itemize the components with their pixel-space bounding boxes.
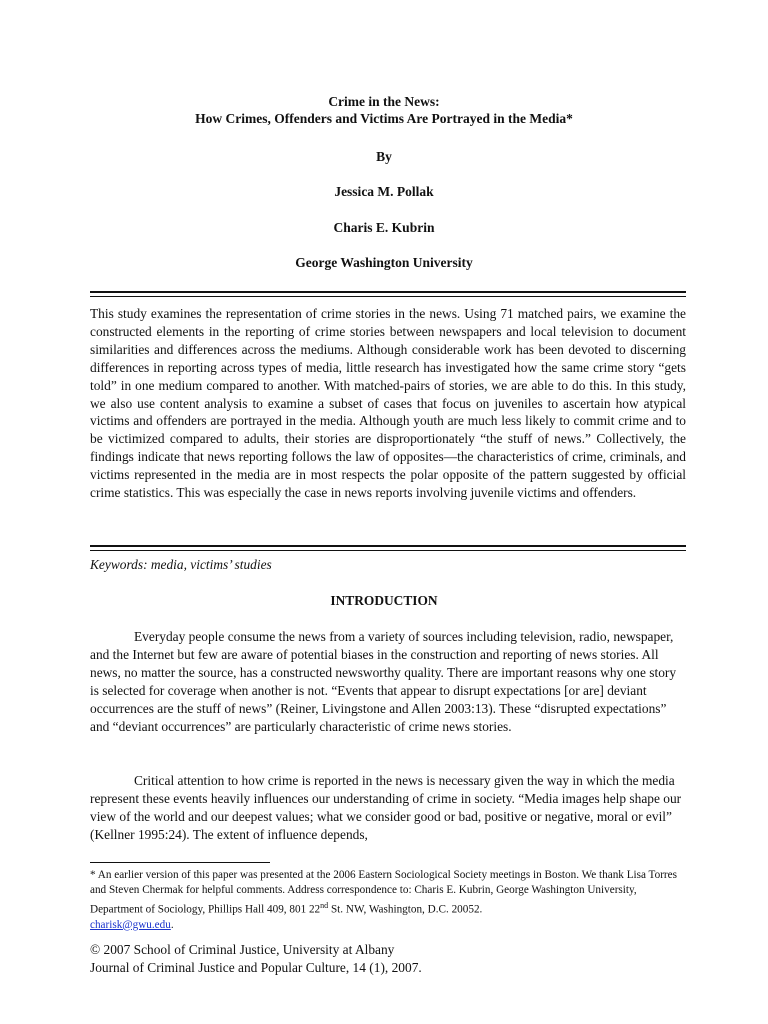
- keywords: Keywords: media, victims’ studies: [90, 557, 272, 572]
- author-1: Jessica M. Pollak: [334, 184, 434, 199]
- footnote-text: * An earlier version of this paper was presented at the 2006 Eastern Sociological Society meetings in Boston. We thank Lisa Torres and Steven Chermak for helpful comments. Address correspondence to: Charis E. Kubrin, George Washington University, Department of Sociology, Phillips Hall 409, 801 22: [90, 869, 677, 916]
- paragraph-2: [90, 772, 686, 844]
- footnote-text-after: St. NW, Washington, D.C. 20052.: [328, 903, 483, 916]
- paragraph-1: [90, 628, 686, 735]
- footnote-sup: nd: [320, 901, 329, 910]
- abstract-top-rule-thin: [90, 296, 686, 297]
- paragraph-2-text: Critical attention to how crime is reported in the news is necessary given the way in which the media represent these events heavily influences our understanding of crime in society. “Media images help shape our view of the world and our deepest values; what we consider good or bad, positive or negative, moral or evil” (Kellner 1995:24). The extent of influence depends,: [90, 773, 682, 842]
- abstract: This study examines the representation of crime stories in the news. Using 71 matched pairs, we examine the constructed elements in the reporting of crime stories between newspapers and local television to document similarities and differences across the mediums. Although considerable work has been devoted to discerning differences in reporting across types of media, little research has investigated how the same crime story “gets told” in one medium compared to another. With matched-pairs of stories, we are able to do this. In this study, we also use content analysis to examine a subset of cases that focus on juveniles to ascertain how atypical victims and offenders are portrayed in the media. Although youth are much less likely to commit crime and to be victimized compared to adults, their stories are disproportionately “the stuff of news.” Collectively, the findings indicate that news reporting follows the law of opposites—the characteristics of crime, criminals, and victims represented in the media are in most respects the polar opposite of the pattern suggested by official crime statistics. This was especially the case in news reports involving juvenile victims and offenders.: [90, 306, 686, 501]
- footnote-rule: [90, 862, 270, 863]
- copyright-block: [90, 941, 686, 977]
- email-link[interactable]: charisk@gwu.edu: [90, 918, 171, 931]
- footnote-email-suffix: .: [170, 918, 174, 931]
- abstract-top-rule: [90, 291, 686, 293]
- abstract-bottom-rule: [90, 545, 686, 547]
- byline: By: [376, 149, 392, 164]
- section-heading: INTRODUCTION: [330, 593, 438, 608]
- title-line-1: Crime in the News:: [328, 94, 440, 109]
- title-line-2: How Crimes, Offenders and Victims Are Portrayed in the Media*: [195, 111, 573, 126]
- copyright-line-2: Journal of Criminal Justice and Popular Culture, 14 (1), 2007.: [90, 960, 422, 975]
- paragraph-1-text: Everyday people consume the news from a variety of sources including television, radio, newspaper, and the Internet but few are aware of potential biases in the construction and reporting of news stories. All news, no matter the source, has a constructed newsworthy quality. There are important reasons why one story is selected for coverage when another is not. “Events that appear to disrupt expectations [or are] deviant occurrences are the stuff of news” (Reiner, Livingstone and Allen 2003:13). These “disrupted expectations” and “deviant occurrences” are particularly characteristic of crime news stories.: [90, 629, 677, 734]
- copyright-line-1: © 2007 School of Criminal Justice, University at Albany: [90, 942, 395, 957]
- abstract-bottom-rule-thin: [90, 550, 686, 551]
- footnote: [90, 868, 686, 933]
- author-2: Charis E. Kubrin: [333, 220, 435, 235]
- affiliation: George Washington University: [295, 255, 473, 270]
